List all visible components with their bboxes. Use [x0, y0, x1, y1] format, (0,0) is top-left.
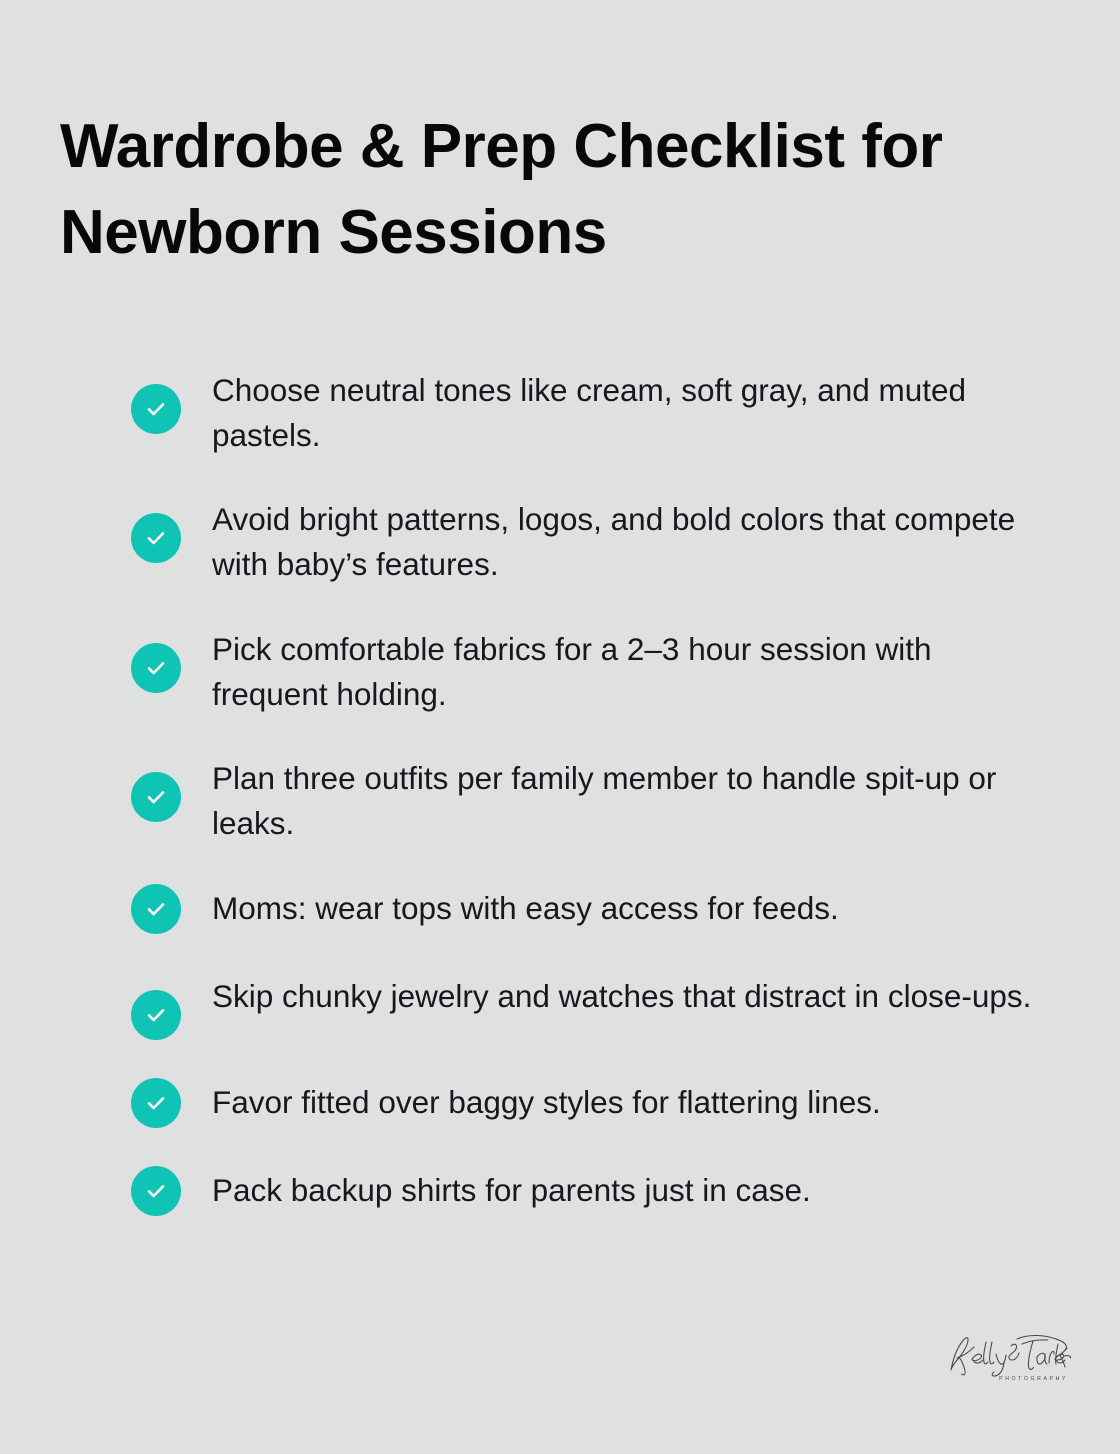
title-block — [60, 104, 1040, 275]
brand-watermark-subtitle: PHOTOGRAPHY — [999, 1376, 1068, 1382]
checklist-item-text: Pick comfortable fabrics for a 2–3 hour session with frequent holding. — [212, 630, 932, 712]
checklist-item — [131, 495, 1041, 586]
checklist — [131, 366, 1041, 1254]
check-icon — [131, 384, 181, 434]
check-icon — [131, 884, 181, 934]
checklist-item-text: Moms: wear tops with easy access for feeds. — [212, 890, 839, 927]
checklist-item — [131, 754, 1041, 845]
checklist-item-text: Plan three outfits per family member to handle spit-up or leaks. — [212, 760, 997, 842]
check-icon — [131, 990, 181, 1040]
checklist-item — [131, 1166, 1041, 1216]
checklist-item — [131, 366, 1041, 457]
checklist-item — [131, 625, 1041, 716]
check-icon — [131, 1166, 181, 1216]
checklist-item — [131, 884, 1041, 934]
check-icon — [131, 1078, 181, 1128]
checklist-item — [131, 972, 1041, 1040]
checklist-item-text: Skip chunky jewelry and watches that distract in close-ups. — [212, 977, 1032, 1014]
checklist-item-text: Favor fitted over baggy styles for flattering lines. — [212, 1084, 881, 1121]
checklist-item-text: Choose neutral tones like cream, soft gray, and muted pastels. — [212, 372, 967, 453]
check-icon — [131, 513, 181, 563]
page-title: Wardrobe & Prep Checklist for Newborn Sessions — [60, 112, 943, 267]
checklist-item-text: Avoid bright patterns, logos, and bold colors that compete with baby’s features. — [212, 501, 1016, 583]
check-icon — [131, 643, 181, 693]
checklist-item — [131, 1078, 1041, 1128]
check-icon — [131, 772, 181, 822]
checklist-item-text: Pack backup shirts for parents just in case. — [212, 1172, 811, 1209]
